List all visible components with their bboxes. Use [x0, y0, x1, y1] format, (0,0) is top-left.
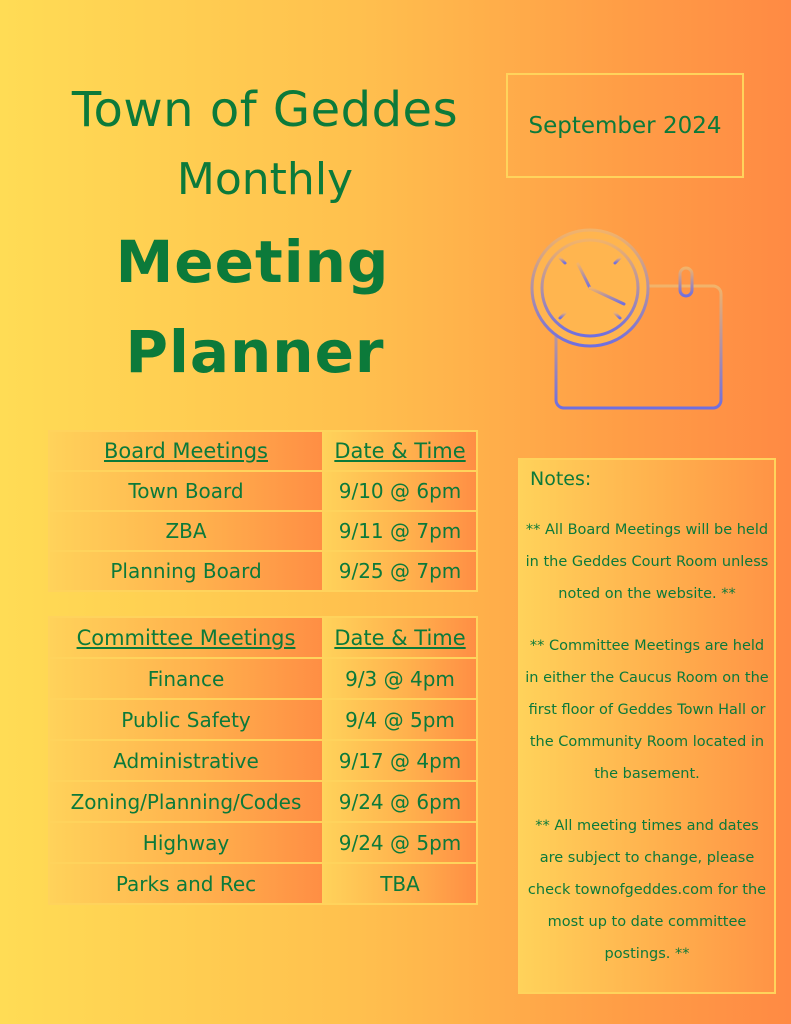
table-row [49, 511, 477, 551]
meeting-name: Highway [49, 822, 323, 863]
table-row [49, 863, 477, 904]
calendar-clock-icon [528, 228, 728, 414]
meeting-name: Finance [49, 658, 323, 699]
meeting-name: Administrative [49, 740, 323, 781]
meeting-time: 9/24 @ 5pm [323, 822, 477, 863]
board-meetings-header: Board Meetings [49, 431, 323, 471]
meeting-time: 9/17 @ 4pm [323, 740, 477, 781]
title-line-4: Planner [125, 318, 385, 386]
meeting-name: Public Safety [49, 699, 323, 740]
table-header-row [49, 617, 477, 658]
date-time-header: Date & Time [323, 431, 477, 471]
note-committee-location: ** Committee Meetings are held in either the Caucus Room on the first floor of Geddes Town Hall or the Community Room located in the basement. [525, 638, 769, 782]
meeting-time: 9/24 @ 6pm [323, 781, 477, 822]
committee-meetings-header: Committee Meetings [49, 617, 323, 658]
meeting-name: Zoning/Planning/Codes [49, 781, 323, 822]
table-row [49, 658, 477, 699]
month-label: September 2024 [528, 112, 722, 139]
meeting-name: ZBA [49, 511, 323, 551]
title-line-3: Meeting [115, 228, 390, 296]
note-subject-to-change: ** All meeting times and dates are subject to change, please check townofgeddes.com for the most up to date committee postings. ** [527, 818, 767, 962]
table-header-row [49, 431, 477, 471]
meeting-name: Planning Board [49, 551, 323, 591]
table-row [49, 781, 477, 822]
table-row [49, 699, 477, 740]
date-time-header: Date & Time [323, 617, 477, 658]
meeting-time: 9/10 @ 6pm [323, 471, 477, 511]
meeting-time: 9/4 @ 5pm [323, 699, 477, 740]
table-row [49, 822, 477, 863]
table-row [49, 740, 477, 781]
meeting-name: Parks and Rec [49, 863, 323, 904]
meeting-time: 9/3 @ 4pm [323, 658, 477, 699]
note-board-location: ** All Board Meetings will be held in the Geddes Court Room unless noted on the website. ** [525, 522, 769, 602]
title-line-1: Town of Geddes [71, 82, 459, 138]
meeting-name: Town Board [49, 471, 323, 511]
meeting-time: 9/11 @ 7pm [323, 511, 477, 551]
title-line-2: Monthly [176, 154, 354, 205]
table-row [49, 551, 477, 591]
board-meetings-table [48, 430, 478, 592]
notes-panel [518, 458, 776, 994]
month-box [506, 73, 744, 178]
notes-title: Notes: [530, 468, 592, 490]
meeting-time: 9/25 @ 7pm [323, 551, 477, 591]
meeting-time: TBA [323, 863, 477, 904]
table-row [49, 471, 477, 511]
committee-meetings-table [48, 616, 478, 905]
